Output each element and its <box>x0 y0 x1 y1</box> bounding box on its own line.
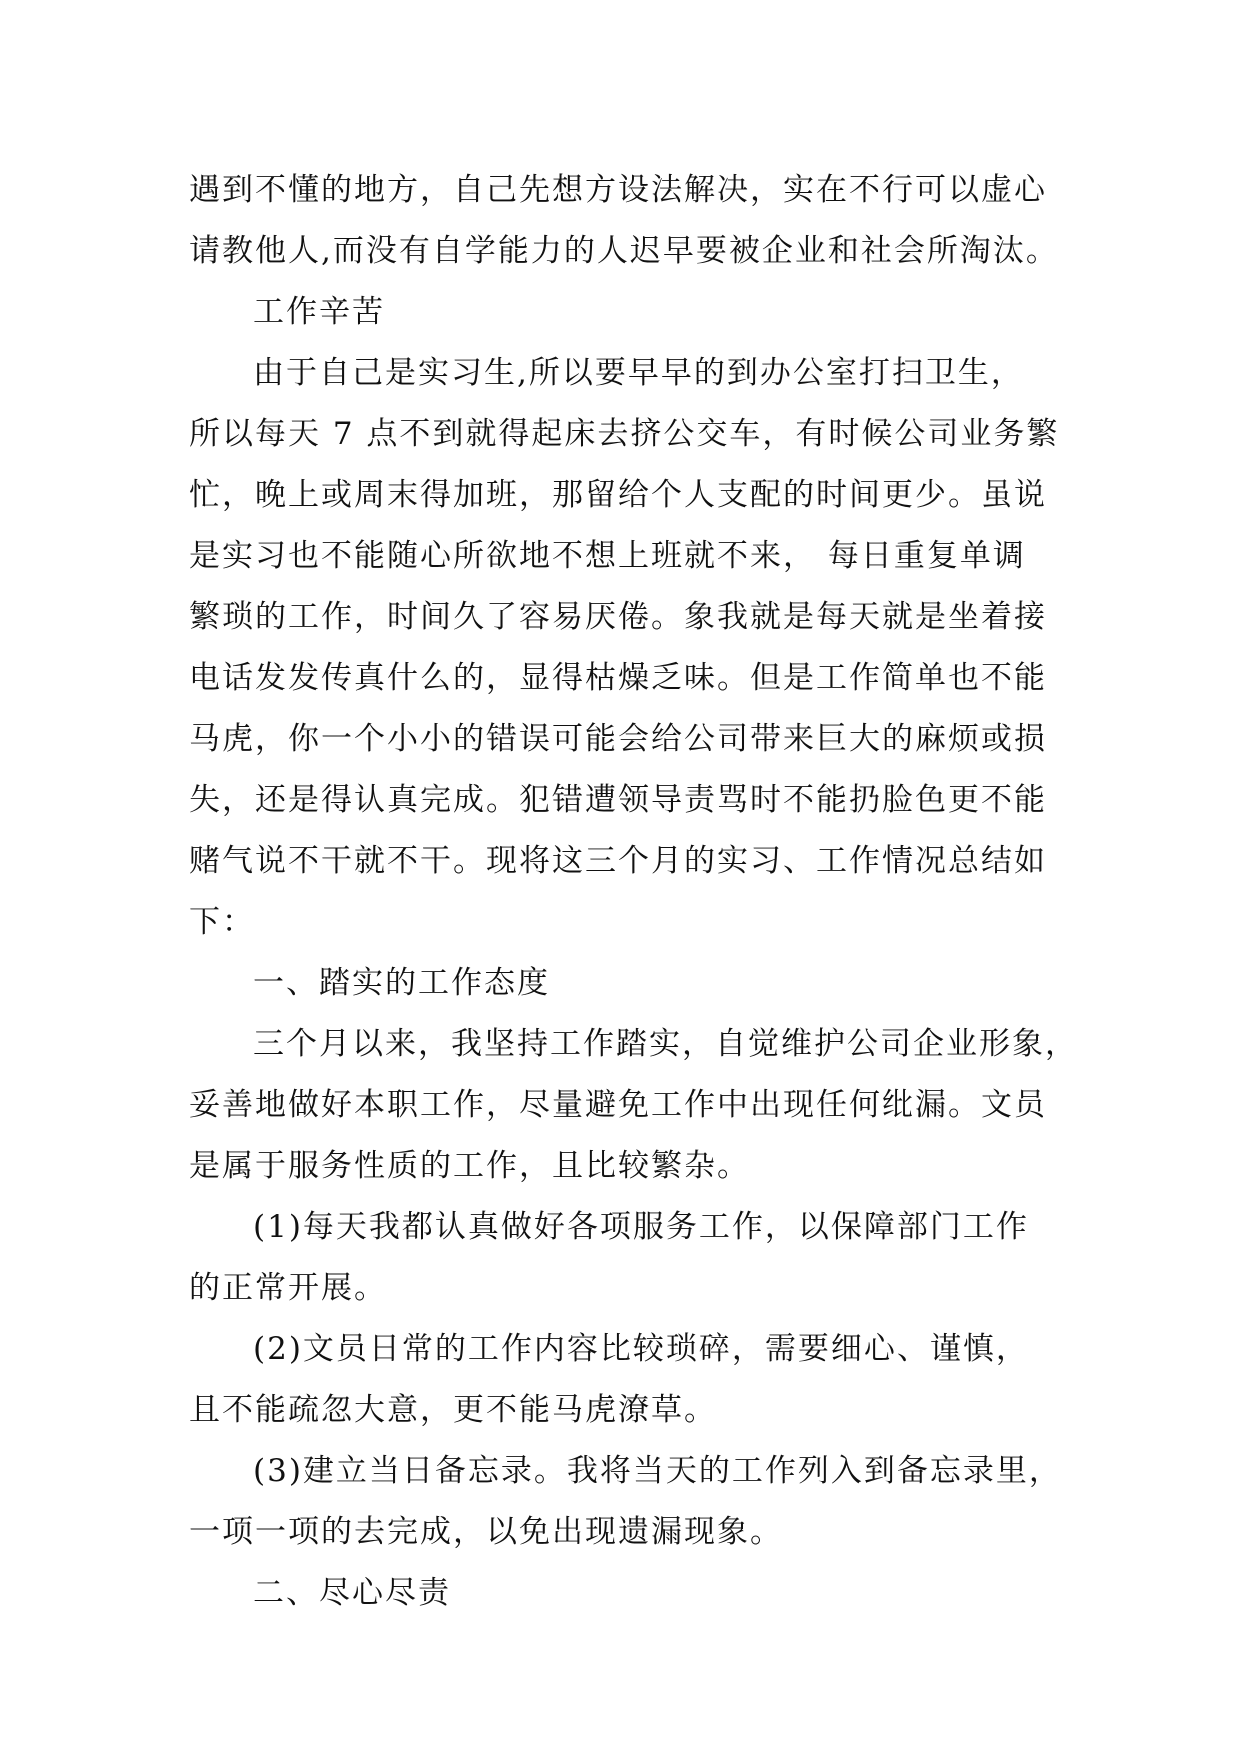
paragraph-start: 三个月以来，我坚持工作踏实，自觉维护公司企业形象， <box>253 1026 1078 1062</box>
document-body <box>189 160 1078 1624</box>
text-line: 所以每天 7 点不到就得起床去挤公交车，有时候公司业务繁 <box>189 416 1060 452</box>
section-heading: 工作辛苦 <box>253 294 385 330</box>
text-line: 且不能疏忽大意，更不能马虎潦草。 <box>189 1392 717 1428</box>
section-heading: 一、踏实的工作态度 <box>253 965 550 1001</box>
text-line: 请教他人,而没有自学能力的人迟早要被企业和社会所淘汰。 <box>189 233 1059 269</box>
text-line: 遇到不懂的地方，自己先想方设法解决，实在不行可以虚心 <box>189 172 1047 208</box>
list-item: (3)建立当日备忘录。我将当天的工作列入到备忘录里， <box>253 1453 1062 1489</box>
paragraph-start: 由于自己是实习生,所以要早早的到办公室打扫卫生， <box>253 355 1024 391</box>
text-line: 赌气说不干就不干。现将这三个月的实习、工作情况总结如 <box>189 843 1047 879</box>
text-line: 马虎，你一个小小的错误可能会给公司带来巨大的麻烦或损 <box>189 721 1047 757</box>
text-line: 的正常开展。 <box>189 1270 387 1306</box>
section-heading: 二、尽心尽责 <box>253 1575 451 1611</box>
list-item: (2)文员日常的工作内容比较琐碎，需要细心、谨慎， <box>253 1331 1029 1367</box>
list-item: (1)每天我都认真做好各项服务工作，以保障部门工作 <box>253 1209 1029 1245</box>
text-line: 妥善地做好本职工作，尽量避免工作中出现任何纰漏。文员 <box>189 1087 1047 1123</box>
text-line: 是实习也不能随心所欲地不想上班就不来， 每日重复单调 <box>189 538 1026 574</box>
text-line: 失，还是得认真完成。犯错遭领导责骂时不能扔脸色更不能 <box>189 782 1047 818</box>
text-line: 是属于服务性质的工作，且比较繁杂。 <box>189 1148 750 1184</box>
text-line: 电话发发传真什么的，显得枯燥乏味。但是工作简单也不能 <box>189 660 1047 696</box>
text-line: 繁琐的工作，时间久了容易厌倦。象我就是每天就是坐着接 <box>189 599 1047 635</box>
text-line: 下： <box>189 904 255 940</box>
text-line: 忙，晚上或周末得加班，那留给个人支配的时间更少。虽说 <box>189 477 1047 513</box>
text-line: 一项一项的去完成，以免出现遗漏现象。 <box>189 1514 783 1550</box>
